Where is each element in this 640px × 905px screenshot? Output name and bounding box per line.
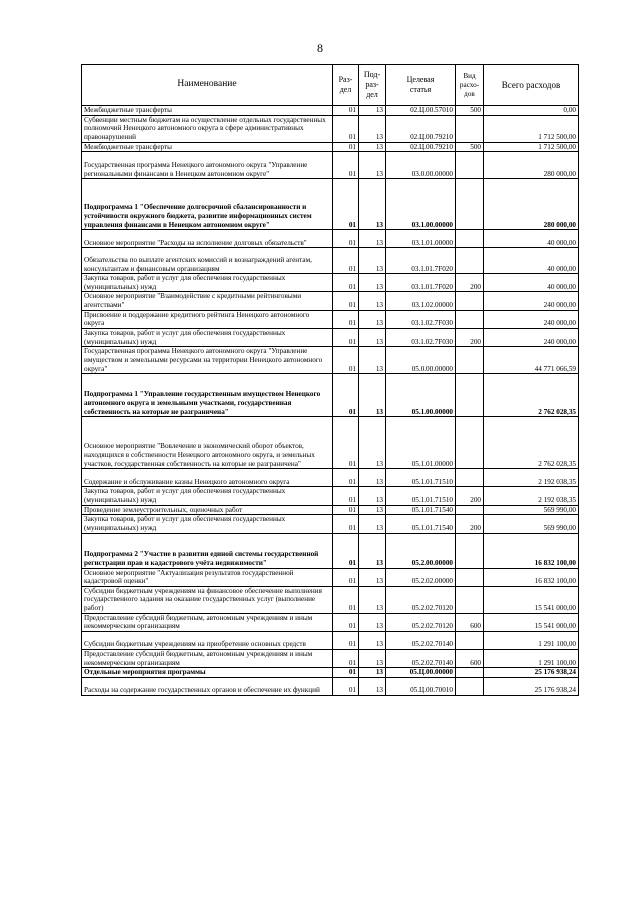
row-name-cell: Субсидии бюджетным учреждениям на приобретение основных средств	[82, 632, 333, 650]
header-podrazdel	[359, 65, 386, 106]
row-name-cell: Подпрограмма 1 "Управление государственным имуществом Ненецкого автономного округа и земельными участками, государственная собственность на которые не разграничена"	[82, 374, 333, 417]
row-target-cell: 05.1.01.71510	[386, 469, 456, 487]
table-row	[82, 505, 579, 515]
header-razdel-label: Раз- дел	[338, 75, 353, 94]
header-total: Всего расходов	[484, 65, 579, 106]
row-razdel-cell: 01	[333, 668, 359, 678]
row-razdel-cell: 01	[333, 677, 359, 695]
table-row	[82, 274, 579, 292]
table-row	[82, 515, 579, 533]
row-total-cell: 1 712 500,00	[484, 142, 579, 152]
row-total-cell: 240 000,00	[484, 292, 579, 310]
table-row	[82, 469, 579, 487]
row-total-cell: 15 541 000,00	[484, 613, 579, 631]
row-vid-cell	[456, 668, 484, 678]
row-podrazdel-cell: 13	[359, 677, 386, 695]
row-vid-cell: 200	[456, 487, 484, 505]
row-total-cell: 280 000,00	[484, 179, 579, 230]
row-total-cell: 1 291 100,00	[484, 650, 579, 668]
row-target-cell: 05.1.01.71540	[386, 505, 456, 515]
row-target-cell: 05.1.01.71510	[386, 487, 456, 505]
row-name-cell: Государственная программа Ненецкого автономного округа "Управление региональными финансами в Ненецком автономном округе"	[82, 152, 333, 179]
row-razdel-cell: 01	[333, 469, 359, 487]
row-vid-cell	[456, 248, 484, 274]
row-razdel-cell: 01	[333, 487, 359, 505]
row-vid-cell	[456, 632, 484, 650]
row-razdel-cell: 01	[333, 505, 359, 515]
row-total-cell: 25 176 938,24	[484, 677, 579, 695]
row-target-cell: 05.2.02.70120	[386, 613, 456, 631]
row-podrazdel-cell: 13	[359, 310, 386, 328]
table-row	[82, 329, 579, 347]
table-row	[82, 613, 579, 631]
row-total-cell: 569 990,00	[484, 505, 579, 515]
row-target-cell: 05.1.00.00000	[386, 374, 456, 417]
row-razdel-cell: 01	[333, 650, 359, 668]
row-name-cell: Государственная программа Ненецкого автономного округа "Управление имуществом и земельными ресурсами на территории Ненецкого автономного округа"	[82, 347, 333, 374]
table-row	[82, 417, 579, 469]
row-target-cell: 03.1.01.7F020	[386, 248, 456, 274]
row-target-cell: 02.Ц.00.57010	[386, 106, 456, 116]
table-row	[82, 677, 579, 695]
row-razdel-cell: 01	[333, 632, 359, 650]
row-razdel-cell: 01	[333, 515, 359, 533]
table-row	[82, 179, 579, 230]
header-razdel	[333, 65, 359, 106]
row-vid-cell	[456, 469, 484, 487]
table-row	[82, 568, 579, 586]
row-razdel-cell: 01	[333, 374, 359, 417]
row-name-cell: Обязательства по выплате агентских комиссий и вознаграждений агентам, консультантам и финансовым организациям	[82, 248, 333, 274]
table-row	[82, 586, 579, 613]
row-total-cell: 2 762 028,35	[484, 374, 579, 417]
row-name-cell: Присвоение и поддержание кредитного рейтинга Ненецкого автономного округа	[82, 310, 333, 328]
row-podrazdel-cell: 13	[359, 632, 386, 650]
table-row	[82, 650, 579, 668]
row-razdel-cell: 01	[333, 248, 359, 274]
row-vid-cell: 600	[456, 613, 484, 631]
row-vid-cell	[456, 115, 484, 142]
header-name: Наименование	[82, 65, 333, 106]
row-razdel-cell: 01	[333, 310, 359, 328]
row-razdel-cell: 01	[333, 230, 359, 248]
row-total-cell: 240 000,00	[484, 310, 579, 328]
row-target-cell: 03.1.01.7F020	[386, 274, 456, 292]
row-podrazdel-cell: 13	[359, 568, 386, 586]
row-vid-cell	[456, 230, 484, 248]
row-podrazdel-cell: 13	[359, 613, 386, 631]
row-vid-cell	[456, 586, 484, 613]
row-total-cell: 16 832 100,00	[484, 533, 579, 568]
row-vid-cell: 500	[456, 142, 484, 152]
row-razdel-cell: 01	[333, 274, 359, 292]
row-total-cell: 0,00	[484, 106, 579, 116]
budget-table	[81, 64, 579, 696]
row-razdel-cell: 01	[333, 106, 359, 116]
row-name-cell: Расходы на содержание государственных органов и обеспечение их функций	[82, 677, 333, 695]
row-razdel-cell: 01	[333, 417, 359, 469]
row-name-cell: Закупка товаров, работ и услуг для обеспечения государственных (муниципальных) нужд	[82, 274, 333, 292]
row-name-cell: Межбюджетные трансферты	[82, 142, 333, 152]
row-total-cell: 280 000,00	[484, 152, 579, 179]
table-row	[82, 487, 579, 505]
row-podrazdel-cell: 13	[359, 515, 386, 533]
row-vid-cell	[456, 310, 484, 328]
row-name-cell: Подпрограмма 1 "Обеспечение долгосрочной сбалансированности и устойчивости окружного бюджета, развитие информационных систем управления финансами в Ненецком автономном округе"	[82, 179, 333, 230]
row-target-cell: 05.2.02.00000	[386, 568, 456, 586]
row-total-cell: 1 291 100,00	[484, 632, 579, 650]
row-name-cell: Отдельные мероприятия программы	[82, 668, 333, 678]
row-name-cell: Основное мероприятие "Расходы на исполнение долговых обязательств"	[82, 230, 333, 248]
table-row	[82, 310, 579, 328]
row-razdel-cell: 01	[333, 586, 359, 613]
row-podrazdel-cell: 13	[359, 152, 386, 179]
row-total-cell: 2 192 038,35	[484, 469, 579, 487]
row-total-cell: 2 192 038,35	[484, 487, 579, 505]
table-row	[82, 115, 579, 142]
row-name-cell: Основное мероприятие "Актуализация результатов государственной кадастровой оценки"	[82, 568, 333, 586]
row-podrazdel-cell: 13	[359, 230, 386, 248]
row-name-cell: Содержание и обслуживание казны Ненецкого автономного округа	[82, 469, 333, 487]
table-row	[82, 347, 579, 374]
row-total-cell: 15 541 000,00	[484, 586, 579, 613]
table-row	[82, 230, 579, 248]
row-vid-cell: 600	[456, 650, 484, 668]
row-target-cell: 03.1.01.00000	[386, 230, 456, 248]
row-podrazdel-cell: 13	[359, 329, 386, 347]
row-podrazdel-cell: 13	[359, 142, 386, 152]
row-podrazdel-cell: 13	[359, 248, 386, 274]
row-podrazdel-cell: 13	[359, 274, 386, 292]
row-target-cell: 03.1.02.7F030	[386, 310, 456, 328]
row-total-cell: 40 000,00	[484, 248, 579, 274]
row-vid-cell: 200	[456, 515, 484, 533]
header-target	[386, 65, 456, 106]
row-podrazdel-cell: 13	[359, 487, 386, 505]
row-razdel-cell: 01	[333, 142, 359, 152]
row-razdel-cell: 01	[333, 613, 359, 631]
table-row	[82, 668, 579, 678]
row-name-cell: Субсидии бюджетным учреждениям на финансовое обеспечение выполнения государственного задания на оказание государственных услуг (выполнение работ)	[82, 586, 333, 613]
row-podrazdel-cell: 13	[359, 374, 386, 417]
table-row	[82, 152, 579, 179]
row-target-cell: 05.2.02.70120	[386, 586, 456, 613]
row-vid-cell: 200	[456, 329, 484, 347]
header-vid-label: Вид расхо- дов	[459, 71, 480, 98]
row-target-cell: 02.Ц.00.79210	[386, 115, 456, 142]
row-razdel-cell: 01	[333, 115, 359, 142]
table-row	[82, 533, 579, 568]
row-razdel-cell: 01	[333, 292, 359, 310]
row-vid-cell	[456, 417, 484, 469]
row-podrazdel-cell: 13	[359, 505, 386, 515]
row-podrazdel-cell: 13	[359, 179, 386, 230]
row-name-cell: Основное мероприятие "Взаимодействие с кредитными рейтинговыми агентствами"	[82, 292, 333, 310]
row-name-cell: Проведение землеустроительных, оценочных работ	[82, 505, 333, 515]
row-razdel-cell: 01	[333, 152, 359, 179]
row-target-cell: 05.Ц.00.00000	[386, 668, 456, 678]
row-total-cell: 44 771 066,59	[484, 347, 579, 374]
row-vid-cell	[456, 292, 484, 310]
header-target-label: Целевая статья	[406, 75, 435, 94]
row-podrazdel-cell: 13	[359, 292, 386, 310]
row-vid-cell	[456, 374, 484, 417]
table-header-row	[82, 65, 579, 106]
row-total-cell: 16 832 100,00	[484, 568, 579, 586]
row-name-cell: Закупка товаров, работ и услуг для обеспечения государственных (муниципальных) нужд	[82, 515, 333, 533]
row-target-cell: 05.1.01.00000	[386, 417, 456, 469]
table-row	[82, 106, 579, 116]
row-podrazdel-cell: 13	[359, 417, 386, 469]
row-podrazdel-cell: 13	[359, 650, 386, 668]
row-total-cell: 40 000,00	[484, 230, 579, 248]
row-vid-cell	[456, 533, 484, 568]
row-vid-cell	[456, 152, 484, 179]
row-vid-cell: 200	[456, 274, 484, 292]
row-podrazdel-cell: 13	[359, 106, 386, 116]
row-razdel-cell: 01	[333, 179, 359, 230]
row-podrazdel-cell: 13	[359, 668, 386, 678]
row-name-cell: Предоставление субсидий бюджетным, автономным учреждениям и иным некоммерческим организациям	[82, 613, 333, 631]
row-vid-cell	[456, 568, 484, 586]
row-name-cell: Подпрограмма 2 "Участие в развитии единой системы государственной регистрации прав и кадастрового учёта недвижимости"	[82, 533, 333, 568]
row-total-cell: 2 762 028,35	[484, 417, 579, 469]
row-vid-cell: 500	[456, 106, 484, 116]
row-vid-cell	[456, 347, 484, 374]
row-total-cell: 240 000,00	[484, 329, 579, 347]
row-target-cell: 03.1.02.7F030	[386, 329, 456, 347]
table-row	[82, 374, 579, 417]
row-target-cell: 05.2.00.00000	[386, 533, 456, 568]
row-target-cell: 03.1.00.00000	[386, 179, 456, 230]
row-podrazdel-cell: 13	[359, 533, 386, 568]
row-target-cell: 03.1.02.00000	[386, 292, 456, 310]
row-razdel-cell: 01	[333, 329, 359, 347]
table-row	[82, 292, 579, 310]
row-vid-cell	[456, 677, 484, 695]
row-name-cell: Закупка товаров, работ и услуг для обеспечения государственных (муниципальных) нужд	[82, 329, 333, 347]
row-name-cell: Предоставление субсидий бюджетным, автономным учреждениям и иным некоммерческим организациям	[82, 650, 333, 668]
row-target-cell: 05.1.01.71540	[386, 515, 456, 533]
row-total-cell: 25 176 938,24	[484, 668, 579, 678]
table-row	[82, 248, 579, 274]
row-vid-cell	[456, 179, 484, 230]
table-row	[82, 632, 579, 650]
row-total-cell: 569 990,00	[484, 515, 579, 533]
row-podrazdel-cell: 13	[359, 347, 386, 374]
row-razdel-cell: 01	[333, 533, 359, 568]
row-podrazdel-cell: 13	[359, 586, 386, 613]
row-target-cell: 03.0.00.00000	[386, 152, 456, 179]
row-name-cell: Межбюджетные трансферты	[82, 106, 333, 116]
page-number: 8	[317, 41, 323, 55]
table-row	[82, 142, 579, 152]
header-vid	[456, 65, 484, 106]
row-name-cell: Основное мероприятие "Вовлечение в экономический оборот объектов, находящихся в собственности Ненецкого автономного округа, и земельных участков, государственная собственность на которые не разграничена"	[82, 417, 333, 469]
row-target-cell: 05.2.02.70140	[386, 650, 456, 668]
row-total-cell: 40 000,00	[484, 274, 579, 292]
row-name-cell: Субвенции местным бюджетам на осуществление отдельных государственных полномочий Ненецкого автономного округа в сфере административных правонарушений	[82, 115, 333, 142]
row-podrazdel-cell: 13	[359, 115, 386, 142]
row-target-cell: 05.0.00.00000	[386, 347, 456, 374]
row-total-cell: 1 712 500,00	[484, 115, 579, 142]
row-podrazdel-cell: 13	[359, 469, 386, 487]
row-name-cell: Закупка товаров, работ и услуг для обеспечения государственных (муниципальных) нужд	[82, 487, 333, 505]
row-razdel-cell: 01	[333, 568, 359, 586]
row-vid-cell	[456, 505, 484, 515]
row-target-cell: 05.Ц.00.70010	[386, 677, 456, 695]
row-razdel-cell: 01	[333, 347, 359, 374]
header-podrazdel-label: Под- раз- дел	[363, 70, 381, 99]
row-target-cell: 05.2.02.70140	[386, 632, 456, 650]
row-target-cell: 02.Ц.00.79210	[386, 142, 456, 152]
